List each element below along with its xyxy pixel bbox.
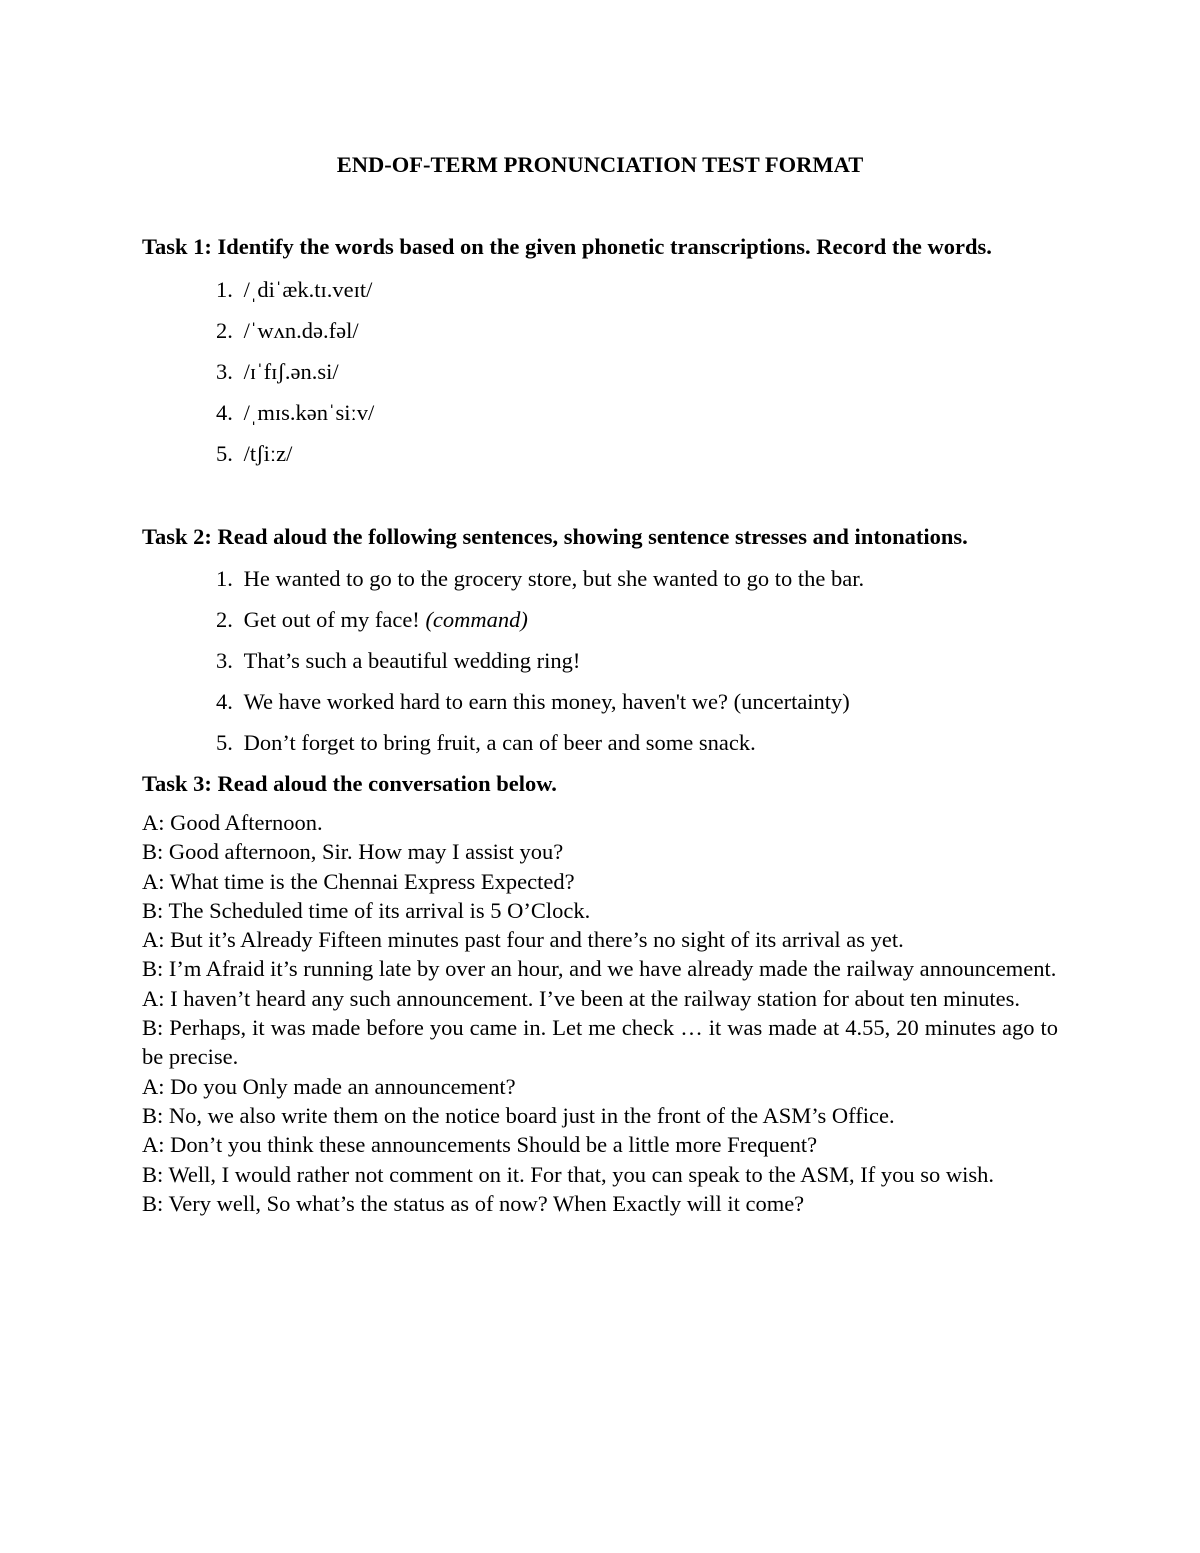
sentence-note: (command) — [425, 606, 528, 632]
dialogue-line: A: Do you Only made an announcement? — [142, 1073, 516, 1099]
dialogue-line: B: Very well, So what’s the status as of now? When Exactly will it come? — [142, 1190, 805, 1216]
dialogue-line: A: But it’s Already Fifteen minutes past four and there’s no sight of its arrival as yet. — [142, 927, 904, 953]
dialogue-line: A: Good Afternoon. — [142, 810, 323, 835]
item-number: 5. — [216, 729, 233, 755]
dialogue-line: A: What time is the Chennai Express Expected? — [142, 868, 575, 894]
conversation — [142, 808, 1058, 1218]
task3-heading: Task 3: Read aloud the conversation below. — [142, 770, 557, 796]
task1-heading: Task 1: Identify the words based on the given phonetic transcriptions. Record the words. — [142, 233, 992, 259]
document-page — [142, 150, 1058, 1218]
item-number: 4. — [216, 400, 233, 425]
item-number: 2. — [216, 318, 233, 343]
item-number: 1. — [216, 565, 233, 591]
list-item — [142, 728, 1058, 769]
dialogue-line: B: The Scheduled time of its arrival is 5 O’Clock. — [142, 897, 591, 923]
dialogue-line: A: I haven’t heard any such announcement. I’ve been at the railway station for about ten minutes. — [142, 985, 1021, 1011]
dialogue-line: A: Don’t you think these announcements Should be a little more Frequent? — [142, 1132, 818, 1158]
dialogue-line: B: I’m Afraid it’s running late by over an hour, and we have already made the railway announcement. — [142, 956, 1057, 982]
sentence-text: That’s such a beautiful wedding ring! — [243, 647, 581, 673]
sentence-text: Get out of my face! — [243, 606, 420, 632]
page-title: END-OF-TERM PRONUNCIATION TEST FORMAT — [336, 152, 864, 177]
task2-heading: Task 2: Read aloud the following sentences, showing sentence stresses and intonations. — [142, 524, 968, 549]
dialogue-line: B: Well, I would rather not comment on it. For that, you can speak to the ASM, If you so wish. — [142, 1161, 995, 1187]
item-number: 5. — [216, 441, 233, 466]
phonetic-transcription: /ˌmɪs.kənˈsiːv/ — [243, 400, 375, 425]
dialogue-line: B: No, we also write them on the notice board just in the front of the ASM’s Office. — [142, 1102, 895, 1128]
phonetic-transcription: /ɪˈfɪʃ.ən.si/ — [243, 359, 339, 384]
list-item — [142, 605, 1058, 646]
sentence-text: We have worked hard to earn this money, haven't we? (uncertainty) — [243, 688, 850, 714]
list-item — [142, 439, 1058, 480]
list-item — [142, 646, 1058, 687]
phonetic-transcription: /ˌdiˈæk.tɪ.veɪt/ — [243, 277, 373, 302]
phonetic-transcription: /ˈwʌn.də.fəl/ — [243, 318, 359, 343]
list-item — [142, 564, 1058, 605]
sentence-text: He wanted to go to the grocery store, but she wanted to go to the bar. — [243, 565, 865, 591]
item-number: 4. — [216, 688, 233, 714]
list-item — [142, 398, 1058, 439]
item-number: 2. — [216, 606, 233, 632]
list-item — [142, 275, 1058, 316]
item-number: 3. — [216, 647, 233, 673]
item-number: 3. — [216, 359, 233, 384]
sentence-text: Don’t forget to bring fruit, a can of beer and some snack. — [243, 729, 756, 755]
task2-list — [142, 564, 1058, 769]
list-item — [142, 316, 1058, 357]
phonetic-transcription: /tʃiːz/ — [243, 441, 293, 466]
list-item — [142, 687, 1058, 728]
list-item — [142, 357, 1058, 398]
dialogue-line: B: Good afternoon, Sir. How may I assist you? — [142, 839, 564, 865]
dialogue-line: B: Perhaps, it was made before you came in. Let me check … it was made at 4.55, 20 minutes ago to be precise. — [142, 1015, 1058, 1070]
task1-list — [142, 275, 1058, 480]
item-number: 1. — [216, 277, 233, 302]
